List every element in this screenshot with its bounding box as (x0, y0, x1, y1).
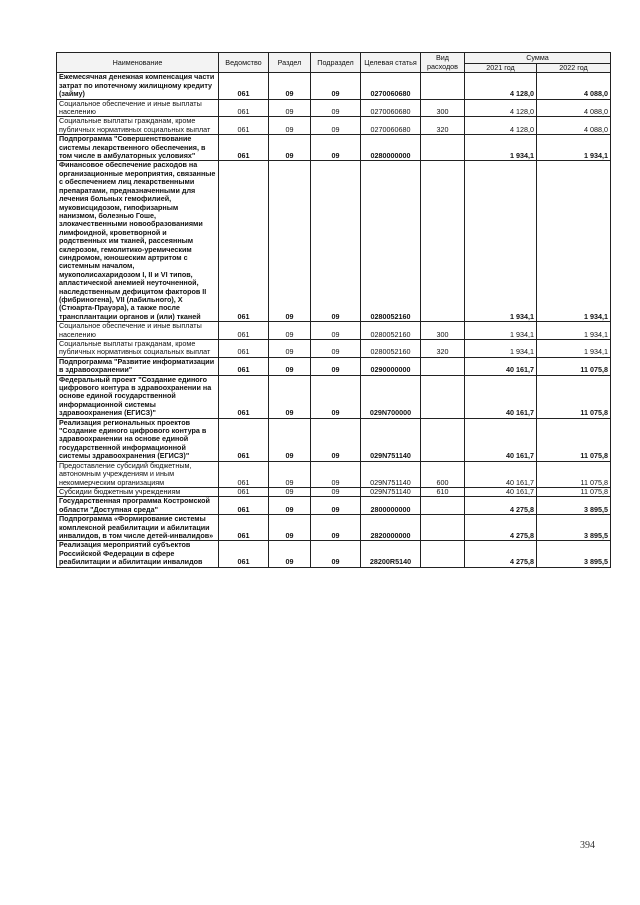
vedomstvo-cell: 061 (219, 322, 269, 340)
table-body (57, 73, 611, 567)
col-header-vedomstvo: Ведомство (219, 53, 269, 73)
vedomstvo-cell: 061 (219, 161, 269, 322)
sum-2021-cell: 1 934,1 (465, 135, 537, 161)
podrazdel-cell: 09 (311, 515, 361, 541)
sum-2022-cell: 4 088,0 (537, 73, 611, 99)
podrazdel-cell: 09 (311, 340, 361, 358)
razdel-cell: 09 (269, 73, 311, 99)
podrazdel-cell: 09 (311, 418, 361, 461)
sum-2021-cell: 4 128,0 (465, 73, 537, 99)
razdel-cell: 09 (269, 99, 311, 117)
vedomstvo-cell: 061 (219, 99, 269, 117)
vedomstvo-cell: 061 (219, 497, 269, 515)
vedomstvo-cell: 061 (219, 357, 269, 375)
table-row (57, 497, 611, 515)
sum-2021-cell: 40 161,7 (465, 418, 537, 461)
name-cell: Подпрограмма «Формирование системы комплексной реабилитации и абилитации инвалидов, в том числе детей-инвалидов» (57, 515, 219, 541)
sum-2021-cell: 4 275,8 (465, 541, 537, 567)
vid-cell: 320 (421, 340, 465, 358)
sum-2022-cell: 1 934,1 (537, 161, 611, 322)
table-row (57, 487, 611, 496)
name-cell: Реализация мероприятий субъектов Российской Федерации в сфере реабилитации и абилитации инвалидов (57, 541, 219, 567)
vedomstvo-cell: 061 (219, 541, 269, 567)
table-row (57, 161, 611, 322)
target-cell: 0280000000 (361, 135, 421, 161)
vid-cell (421, 515, 465, 541)
table-row (57, 375, 611, 418)
target-cell: 029N751140 (361, 418, 421, 461)
vid-cell: 610 (421, 487, 465, 496)
sum-2021-cell: 4 128,0 (465, 99, 537, 117)
target-cell: 0280052160 (361, 161, 421, 322)
col-header-vid: Вид расходов (421, 53, 465, 73)
target-cell: 2820000000 (361, 515, 421, 541)
table-row (57, 418, 611, 461)
name-cell: Федеральный проект "Создание единого цифрового контура в здравоохранении на основе единой государственной информационной системы здравоохранения (ЕГИСЗ)" (57, 375, 219, 418)
razdel-cell: 09 (269, 340, 311, 358)
table-row (57, 73, 611, 99)
podrazdel-cell: 09 (311, 322, 361, 340)
razdel-cell: 09 (269, 487, 311, 496)
vid-cell: 300 (421, 322, 465, 340)
target-cell: 029N700000 (361, 375, 421, 418)
sum-2021-cell: 40 161,7 (465, 357, 537, 375)
vid-cell: 320 (421, 117, 465, 135)
col-header-target: Целевая статья (361, 53, 421, 73)
table-row (57, 340, 611, 358)
vid-cell (421, 541, 465, 567)
vedomstvo-cell: 061 (219, 117, 269, 135)
vedomstvo-cell: 061 (219, 418, 269, 461)
col-header-name: Наименование (57, 53, 219, 73)
vid-cell (421, 497, 465, 515)
podrazdel-cell: 09 (311, 461, 361, 487)
name-cell: Финансовое обеспечение расходов на организационные мероприятия, связанные с обеспечением лиц лекарственными препаратами, предназначенными для лечения больных гемофилией, муковисцидозом, гипофизарным нанизмом, болезнью Гоше, злокачественными новообразованиями лимфоидной, кроветворной и родственных им тканей, рассеянным склерозом, гемолитико-уремическим синдромом, юношеским артритом с системным началом, мукополисахаридозом I, II и VI типов, апластической анемией неуточненной, наследственным дефицитом факторов II (фибриногена), VII (лабильного), X (Стюарта-Прауэра), а также после трансплантации органов и (или) тканей (57, 161, 219, 322)
sum-2022-cell: 3 895,5 (537, 541, 611, 567)
target-cell: 0270060680 (361, 117, 421, 135)
podrazdel-cell: 09 (311, 375, 361, 418)
table-header (57, 53, 611, 73)
sum-2021-cell: 4 275,8 (465, 497, 537, 515)
podrazdel-cell: 09 (311, 99, 361, 117)
razdel-cell: 09 (269, 461, 311, 487)
vid-cell (421, 135, 465, 161)
name-cell: Ежемесячная денежная компенсация части затрат по ипотечному жилищному кредиту (займу) (57, 73, 219, 99)
vedomstvo-cell: 061 (219, 340, 269, 358)
vedomstvo-cell: 061 (219, 515, 269, 541)
name-cell: Социальное обеспечение и иные выплаты населению (57, 322, 219, 340)
col-header-podrazdel: Подраздел (311, 53, 361, 73)
vedomstvo-cell: 061 (219, 135, 269, 161)
target-cell: 0280052160 (361, 340, 421, 358)
sum-2021-cell: 1 934,1 (465, 340, 537, 358)
podrazdel-cell: 09 (311, 117, 361, 135)
table-row (57, 99, 611, 117)
table-row (57, 117, 611, 135)
table-row (57, 357, 611, 375)
name-cell: Субсидии бюджетным учреждениям (57, 487, 219, 496)
razdel-cell: 09 (269, 515, 311, 541)
sum-2022-cell: 11 075,8 (537, 487, 611, 496)
page-number: 394 (580, 840, 595, 851)
sum-2022-cell: 1 934,1 (537, 322, 611, 340)
razdel-cell: 09 (269, 418, 311, 461)
name-cell: Социальное обеспечение и иные выплаты населению (57, 99, 219, 117)
target-cell: 0280052160 (361, 322, 421, 340)
table-row (57, 461, 611, 487)
name-cell: Государственная программа Костромской области "Доступная среда" (57, 497, 219, 515)
vid-cell: 300 (421, 99, 465, 117)
vedomstvo-cell: 061 (219, 461, 269, 487)
vedomstvo-cell: 061 (219, 487, 269, 496)
vid-cell (421, 375, 465, 418)
sum-2021-cell: 40 161,7 (465, 375, 537, 418)
podrazdel-cell: 09 (311, 135, 361, 161)
razdel-cell: 09 (269, 497, 311, 515)
budget-table-sheet (56, 52, 610, 568)
sum-2021-cell: 40 161,7 (465, 487, 537, 496)
razdel-cell: 09 (269, 541, 311, 567)
podrazdel-cell: 09 (311, 161, 361, 322)
target-cell: 029N751140 (361, 461, 421, 487)
podrazdel-cell: 09 (311, 487, 361, 496)
vid-cell (421, 418, 465, 461)
name-cell: Реализация региональных проектов "Создание единого цифрового контура в здравоохранении на основе единой государственной информационной системы здравоохранения (ЕГИСЗ)" (57, 418, 219, 461)
sum-2022-cell: 3 895,5 (537, 515, 611, 541)
target-cell: 0290000000 (361, 357, 421, 375)
razdel-cell: 09 (269, 375, 311, 418)
table-row (57, 135, 611, 161)
sum-2021-cell: 1 934,1 (465, 322, 537, 340)
name-cell: Подпрограмма "Развитие информатизации в здравоохранении" (57, 357, 219, 375)
budget-table (56, 52, 611, 568)
sum-2022-cell: 1 934,1 (537, 135, 611, 161)
table-row (57, 541, 611, 567)
sum-2022-cell: 11 075,8 (537, 375, 611, 418)
vid-cell: 600 (421, 461, 465, 487)
sum-2022-cell: 4 088,0 (537, 117, 611, 135)
table-row (57, 515, 611, 541)
name-cell: Подпрограмма "Совершенствование системы лекарственного обеспечения, в том числе в амбулаторных условиях" (57, 135, 219, 161)
sum-2021-cell: 40 161,7 (465, 461, 537, 487)
razdel-cell: 09 (269, 117, 311, 135)
vedomstvo-cell: 061 (219, 375, 269, 418)
razdel-cell: 09 (269, 161, 311, 322)
target-cell: 029N751140 (361, 487, 421, 496)
sum-2022-cell: 11 075,8 (537, 461, 611, 487)
podrazdel-cell: 09 (311, 73, 361, 99)
sum-2021-cell: 4 128,0 (465, 117, 537, 135)
vedomstvo-cell: 061 (219, 73, 269, 99)
razdel-cell: 09 (269, 357, 311, 375)
sum-2021-cell: 1 934,1 (465, 161, 537, 322)
sum-2022-cell: 4 088,0 (537, 99, 611, 117)
razdel-cell: 09 (269, 322, 311, 340)
col-header-razdel: Раздел (269, 53, 311, 73)
col-header-2022: 2022 год (537, 64, 611, 73)
vid-cell (421, 73, 465, 99)
target-cell: 0270060680 (361, 99, 421, 117)
sum-2022-cell: 1 934,1 (537, 340, 611, 358)
target-cell: 2800000000 (361, 497, 421, 515)
podrazdel-cell: 09 (311, 497, 361, 515)
col-header-summa: Сумма (465, 53, 611, 64)
sum-2021-cell: 4 275,8 (465, 515, 537, 541)
table-row (57, 322, 611, 340)
sum-2022-cell: 11 075,8 (537, 357, 611, 375)
target-cell: 0270060680 (361, 73, 421, 99)
name-cell: Социальные выплаты гражданам, кроме публичных нормативных социальных выплат (57, 340, 219, 358)
name-cell: Социальные выплаты гражданам, кроме публичных нормативных социальных выплат (57, 117, 219, 135)
razdel-cell: 09 (269, 135, 311, 161)
podrazdel-cell: 09 (311, 357, 361, 375)
vid-cell (421, 357, 465, 375)
vid-cell (421, 161, 465, 322)
podrazdel-cell: 09 (311, 541, 361, 567)
col-header-2021: 2021 год (465, 64, 537, 73)
sum-2022-cell: 3 895,5 (537, 497, 611, 515)
target-cell: 28200R5140 (361, 541, 421, 567)
name-cell: Предоставление субсидий бюджетным, автономным учреждениям и иным некоммерческим организациям (57, 461, 219, 487)
sum-2022-cell: 11 075,8 (537, 418, 611, 461)
